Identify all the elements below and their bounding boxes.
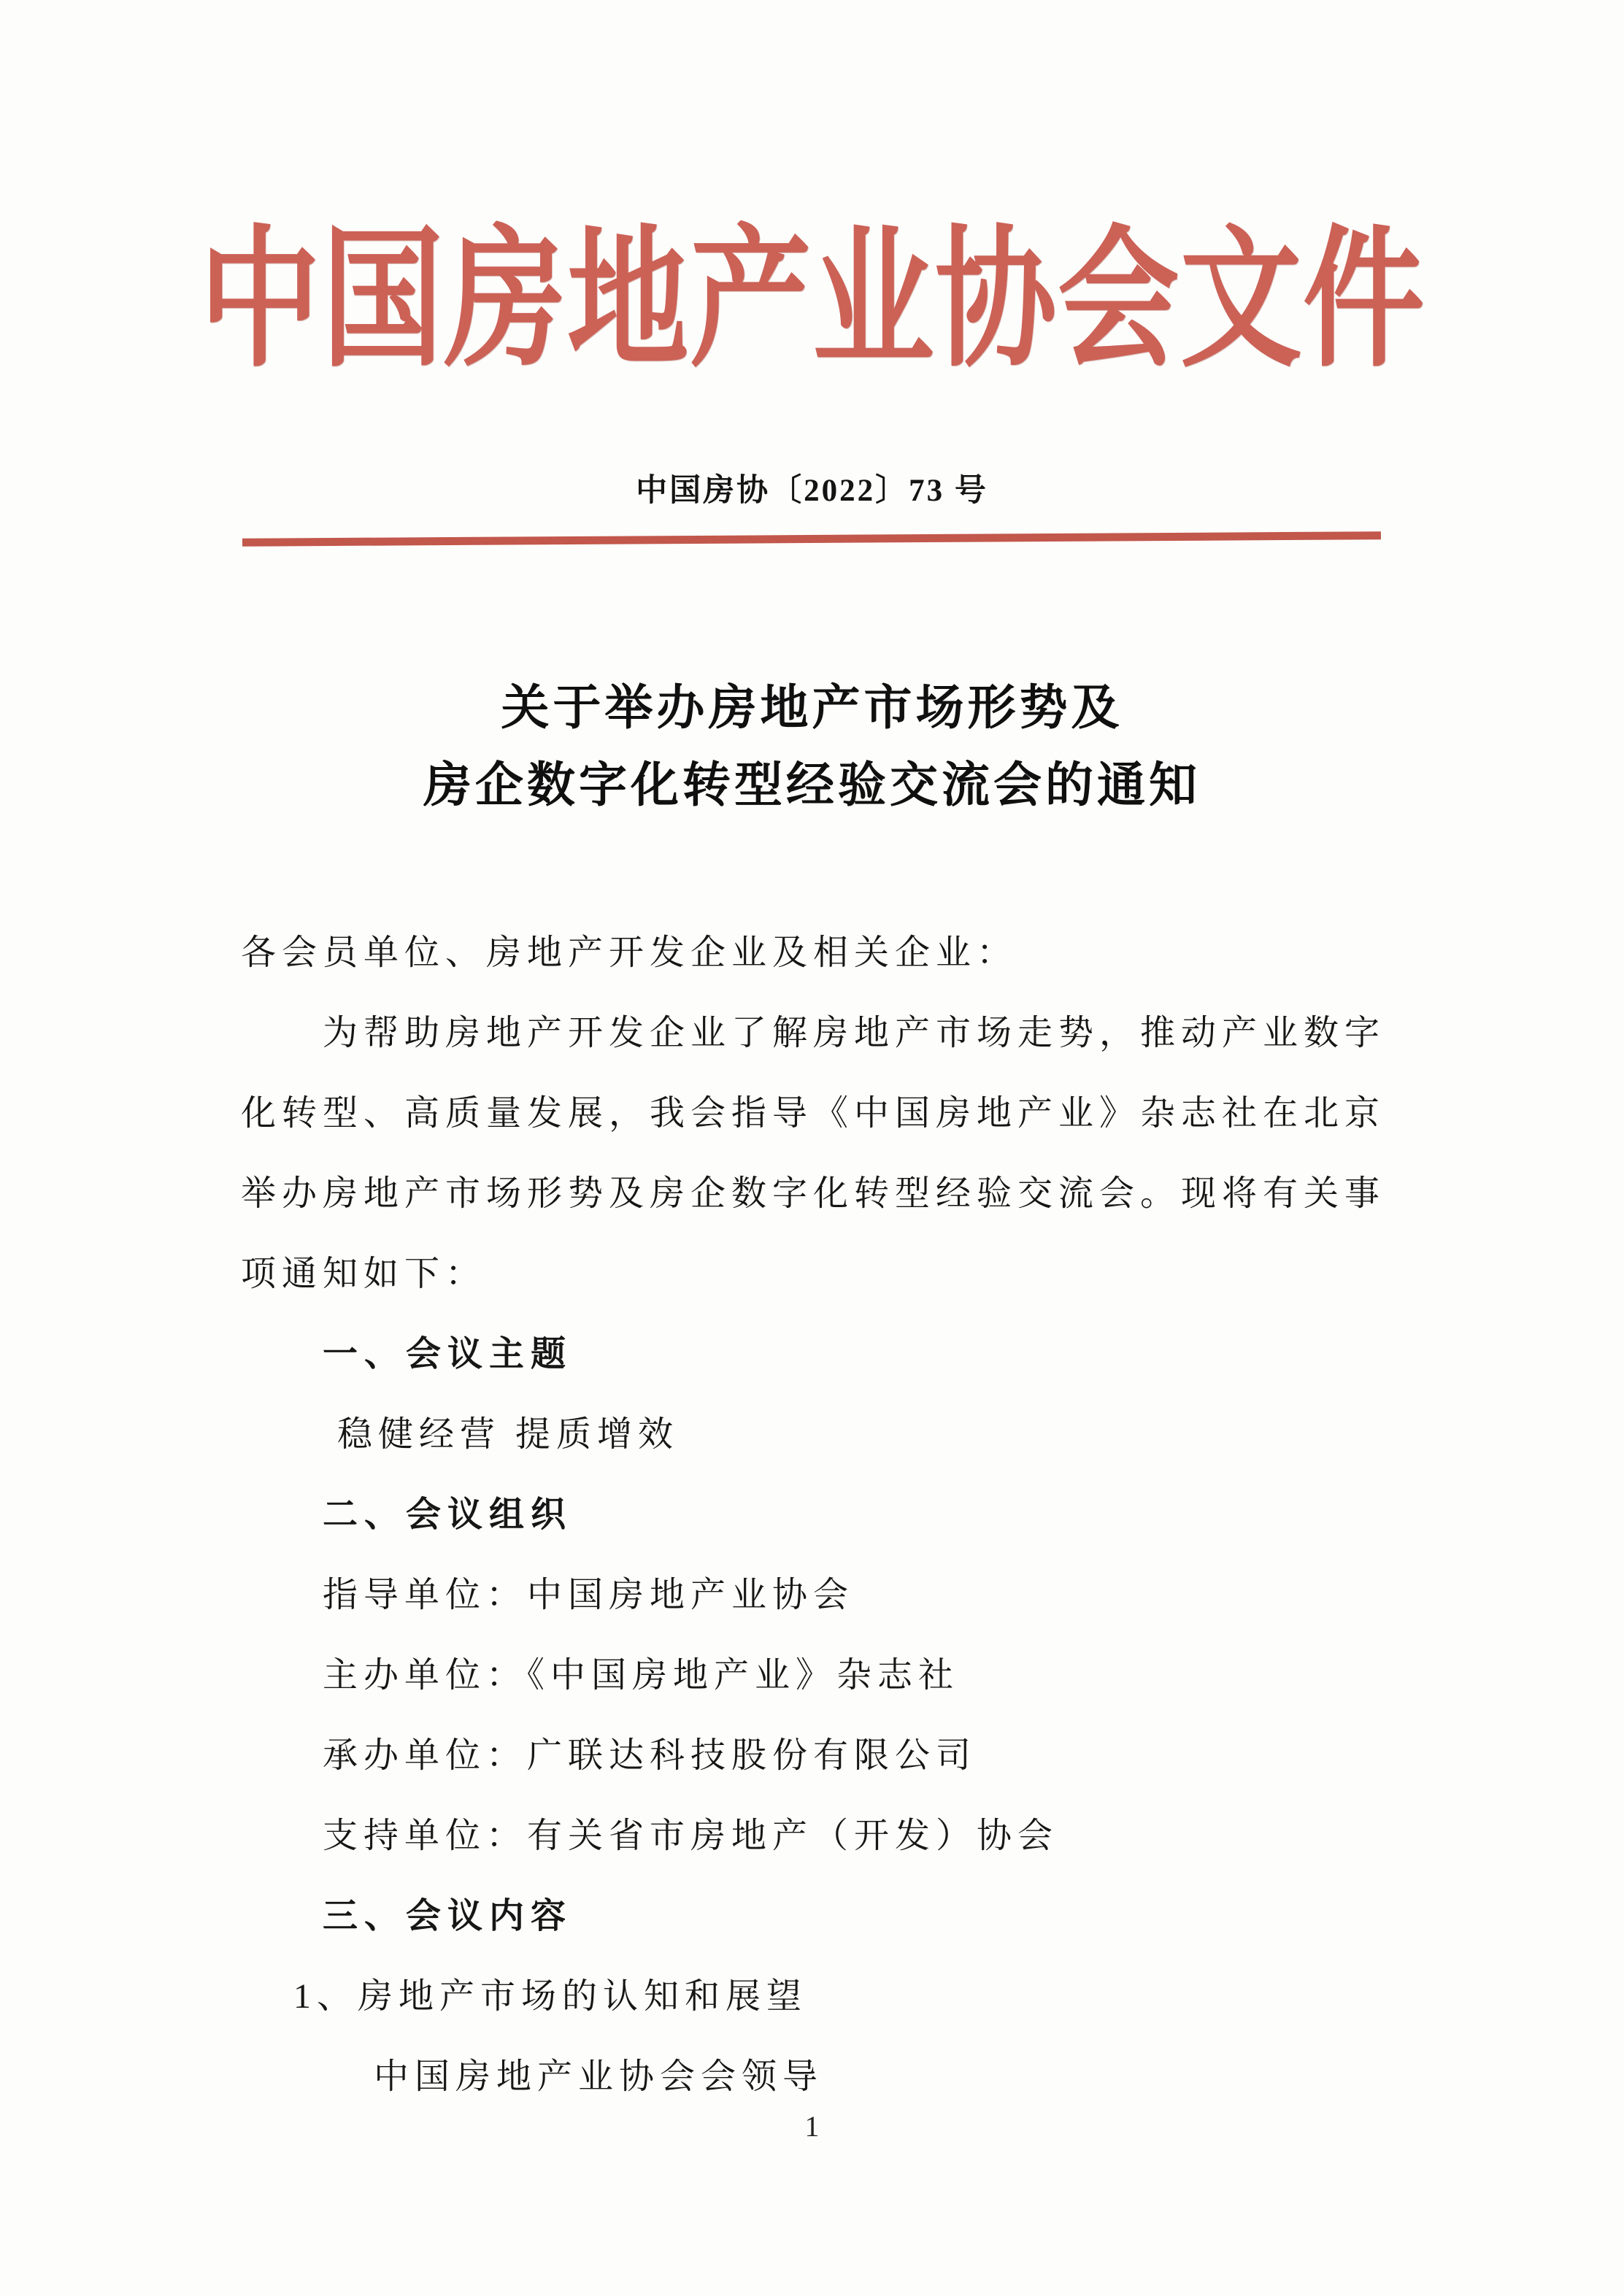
paragraph-line-3: 举办房地产市场形势及房企数字化转型经验交流会。现将有关事 xyxy=(241,1174,1386,1213)
agenda-item-1-speaker: 中国房地产业协会会领导 xyxy=(374,2057,824,2096)
notice-title-line1: 关于举办房地产市场形势及 xyxy=(501,682,1123,735)
section-heading-organization: 二、会议组织 xyxy=(323,1495,573,1534)
section-heading-theme: 一、会议主题 xyxy=(323,1334,573,1374)
page-number: 1 xyxy=(804,2110,820,2143)
notice-title xyxy=(0,670,1624,825)
salutation-line: 各会员单位、房地产开发企业及相关企业： xyxy=(241,933,1018,972)
notice-title-line2: 房企数字化转型经验交流会的通知 xyxy=(423,759,1201,812)
red-divider-rule xyxy=(242,531,1381,547)
org-masthead-title: 中国房地产业协会文件 xyxy=(199,217,1425,385)
org-masthead xyxy=(0,203,1624,398)
organizer-unit-line: 承办单位：广联达科技股份有限公司 xyxy=(323,1736,977,1775)
agenda-item-1: 1、房地产市场的认知和展望 xyxy=(293,1976,808,2016)
paragraph-line-4: 项通知如下： xyxy=(241,1254,487,1293)
support-unit-line: 支持单位：有关省市房地产（开发）协会 xyxy=(323,1816,1059,1855)
meeting-theme-line: 稳健经营 提质增效 xyxy=(337,1414,680,1454)
paragraph-line-2: 化转型、高质量发展，我会指导《中国房地产业》杂志社在北京 xyxy=(241,1093,1386,1133)
doc-number: 中国房协〔2022〕73 号 xyxy=(636,474,988,508)
section-heading-content: 三、会议内容 xyxy=(323,1896,573,1935)
notice-body xyxy=(241,909,1394,2113)
guidance-unit-line: 指导单位：中国房地产业协会 xyxy=(323,1575,855,1614)
host-unit-line: 主办单位：《中国房地产业》杂志社 xyxy=(323,1655,960,1695)
paragraph-line-1: 为帮助房地产开发企业了解房地产市场走势，推动产业数字 xyxy=(323,1013,1386,1052)
